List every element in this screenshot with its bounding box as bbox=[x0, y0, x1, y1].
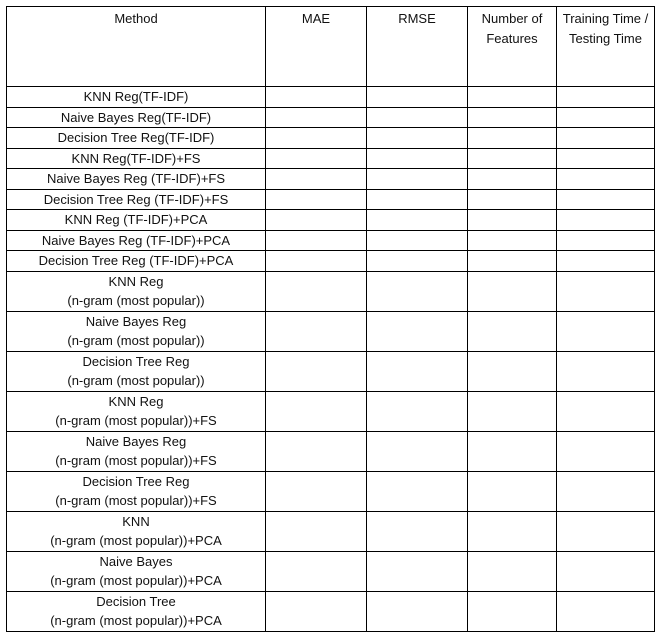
table-row bbox=[7, 210, 655, 231]
rmse-cell bbox=[367, 107, 468, 128]
features-cell bbox=[468, 87, 557, 108]
features-cell bbox=[468, 391, 557, 431]
header-number-of-features: Number of Features bbox=[468, 7, 557, 87]
time-cell bbox=[557, 210, 655, 231]
time-cell bbox=[557, 148, 655, 169]
mae-cell bbox=[266, 169, 367, 190]
table-row bbox=[7, 271, 655, 311]
table-row bbox=[7, 511, 655, 551]
rmse-cell bbox=[367, 210, 468, 231]
method-label-line: (n-gram (most popular))+PCA bbox=[50, 573, 222, 588]
features-cell bbox=[468, 431, 557, 471]
table-row bbox=[7, 87, 655, 108]
rmse-cell bbox=[367, 431, 468, 471]
mae-cell bbox=[266, 230, 367, 251]
mae-cell bbox=[266, 351, 367, 391]
time-cell bbox=[557, 169, 655, 190]
method-cell bbox=[7, 189, 266, 210]
mae-cell bbox=[266, 87, 367, 108]
time-cell bbox=[557, 189, 655, 210]
rmse-cell bbox=[367, 230, 468, 251]
time-cell bbox=[557, 551, 655, 591]
table-row bbox=[7, 189, 655, 210]
rmse-cell bbox=[367, 189, 468, 210]
table-row bbox=[7, 251, 655, 272]
method-cell bbox=[7, 391, 266, 431]
mae-cell bbox=[266, 591, 367, 631]
method-label-line: Naive Bayes Reg(TF-IDF) bbox=[60, 109, 212, 125]
features-cell bbox=[468, 230, 557, 251]
table-row bbox=[7, 351, 655, 391]
mae-cell bbox=[266, 431, 367, 471]
method-label-line: Decision Tree Reg bbox=[82, 353, 190, 369]
table-row bbox=[7, 107, 655, 128]
header-method: Method bbox=[7, 7, 266, 87]
method-label-line: Decision Tree bbox=[96, 593, 176, 609]
features-cell bbox=[468, 591, 557, 631]
table-row bbox=[7, 148, 655, 169]
time-cell bbox=[557, 391, 655, 431]
rmse-cell bbox=[367, 148, 468, 169]
features-cell bbox=[468, 551, 557, 591]
time-cell bbox=[557, 271, 655, 311]
rmse-cell bbox=[367, 591, 468, 631]
rmse-cell bbox=[367, 551, 468, 591]
method-label-line: Decision Tree Reg bbox=[82, 473, 190, 489]
method-cell bbox=[7, 551, 266, 591]
time-cell bbox=[557, 230, 655, 251]
table-row bbox=[7, 128, 655, 149]
features-cell bbox=[468, 210, 557, 231]
method-cell bbox=[7, 311, 266, 351]
time-cell bbox=[557, 128, 655, 149]
mae-cell bbox=[266, 471, 367, 511]
table-row bbox=[7, 230, 655, 251]
table-row bbox=[7, 591, 655, 631]
time-cell bbox=[557, 471, 655, 511]
method-cell bbox=[7, 169, 266, 190]
method-label-line: KNN Reg(TF-IDF)+FS bbox=[71, 150, 201, 166]
method-cell bbox=[7, 128, 266, 149]
table-row bbox=[7, 431, 655, 471]
mae-cell bbox=[266, 189, 367, 210]
time-cell bbox=[557, 431, 655, 471]
method-label-line: (n-gram (most popular))+FS bbox=[55, 413, 217, 428]
mae-cell bbox=[266, 511, 367, 551]
method-label-line: Decision Tree Reg (TF-IDF)+FS bbox=[43, 191, 229, 207]
header-mae: MAE bbox=[266, 7, 367, 87]
features-cell bbox=[468, 351, 557, 391]
method-cell bbox=[7, 351, 266, 391]
features-cell bbox=[468, 128, 557, 149]
method-label-line: (n-gram (most popular)) bbox=[67, 333, 205, 348]
rmse-cell bbox=[367, 511, 468, 551]
method-label-line: KNN bbox=[122, 513, 150, 529]
features-cell bbox=[468, 169, 557, 190]
time-cell bbox=[557, 591, 655, 631]
features-cell bbox=[468, 311, 557, 351]
method-cell bbox=[7, 210, 266, 231]
method-label-line: Naive Bayes Reg bbox=[85, 313, 187, 329]
method-label-line: Naive Bayes bbox=[99, 553, 173, 569]
method-cell bbox=[7, 471, 266, 511]
time-cell bbox=[557, 311, 655, 351]
mae-cell bbox=[266, 128, 367, 149]
features-cell bbox=[468, 471, 557, 511]
rmse-cell bbox=[367, 351, 468, 391]
rmse-cell bbox=[367, 271, 468, 311]
method-cell bbox=[7, 230, 266, 251]
table-body bbox=[7, 87, 655, 632]
time-cell bbox=[557, 351, 655, 391]
method-cell bbox=[7, 511, 266, 551]
header-row bbox=[7, 7, 655, 87]
time-cell bbox=[557, 107, 655, 128]
rmse-cell bbox=[367, 128, 468, 149]
method-label-line: KNN Reg (TF-IDF)+PCA bbox=[64, 212, 208, 227]
table-row bbox=[7, 311, 655, 351]
rmse-cell bbox=[367, 87, 468, 108]
rmse-cell bbox=[367, 471, 468, 511]
mae-cell bbox=[266, 311, 367, 351]
method-label-line: (n-gram (most popular)) bbox=[67, 293, 205, 308]
method-cell bbox=[7, 87, 266, 108]
features-cell bbox=[468, 511, 557, 551]
method-label-line: Decision Tree Reg(TF-IDF) bbox=[57, 130, 215, 145]
rmse-cell bbox=[367, 169, 468, 190]
method-label-line: (n-gram (most popular))+FS bbox=[55, 493, 217, 508]
table-row bbox=[7, 551, 655, 591]
results-table bbox=[6, 6, 655, 632]
time-cell bbox=[557, 251, 655, 272]
method-label-line: Naive Bayes Reg (TF-IDF)+FS bbox=[46, 171, 226, 186]
method-label-line: (n-gram (most popular))+PCA bbox=[50, 533, 222, 548]
method-cell bbox=[7, 431, 266, 471]
mae-cell bbox=[266, 148, 367, 169]
time-cell bbox=[557, 87, 655, 108]
header-training-testing-time: Training Time / Testing Time bbox=[557, 7, 655, 87]
method-cell bbox=[7, 271, 266, 311]
method-cell bbox=[7, 591, 266, 631]
method-label-line: (n-gram (most popular))+FS bbox=[55, 453, 217, 468]
method-label-line: Decision Tree Reg (TF-IDF)+PCA bbox=[38, 253, 234, 268]
table-row bbox=[7, 391, 655, 431]
features-cell bbox=[468, 251, 557, 272]
features-cell bbox=[468, 189, 557, 210]
method-cell bbox=[7, 107, 266, 128]
mae-cell bbox=[266, 271, 367, 311]
table-row bbox=[7, 169, 655, 190]
method-label-line: Naive Bayes Reg bbox=[85, 433, 187, 449]
mae-cell bbox=[266, 210, 367, 231]
rmse-cell bbox=[367, 391, 468, 431]
header-rmse: RMSE bbox=[367, 7, 468, 87]
method-cell bbox=[7, 148, 266, 169]
time-cell bbox=[557, 511, 655, 551]
method-label-line: KNN Reg(TF-IDF) bbox=[83, 89, 189, 104]
method-label-line: Naive Bayes Reg (TF-IDF)+PCA bbox=[41, 232, 231, 248]
method-label-line: KNN Reg bbox=[108, 273, 164, 289]
mae-cell bbox=[266, 251, 367, 272]
features-cell bbox=[468, 271, 557, 311]
method-label-line: KNN Reg bbox=[108, 393, 164, 409]
method-label-line: (n-gram (most popular)) bbox=[67, 373, 205, 388]
features-cell bbox=[468, 107, 557, 128]
method-cell bbox=[7, 251, 266, 272]
table-row bbox=[7, 471, 655, 511]
method-label-line: (n-gram (most popular))+PCA bbox=[50, 613, 222, 628]
mae-cell bbox=[266, 391, 367, 431]
features-cell bbox=[468, 148, 557, 169]
mae-cell bbox=[266, 107, 367, 128]
rmse-cell bbox=[367, 311, 468, 351]
mae-cell bbox=[266, 551, 367, 591]
rmse-cell bbox=[367, 251, 468, 272]
